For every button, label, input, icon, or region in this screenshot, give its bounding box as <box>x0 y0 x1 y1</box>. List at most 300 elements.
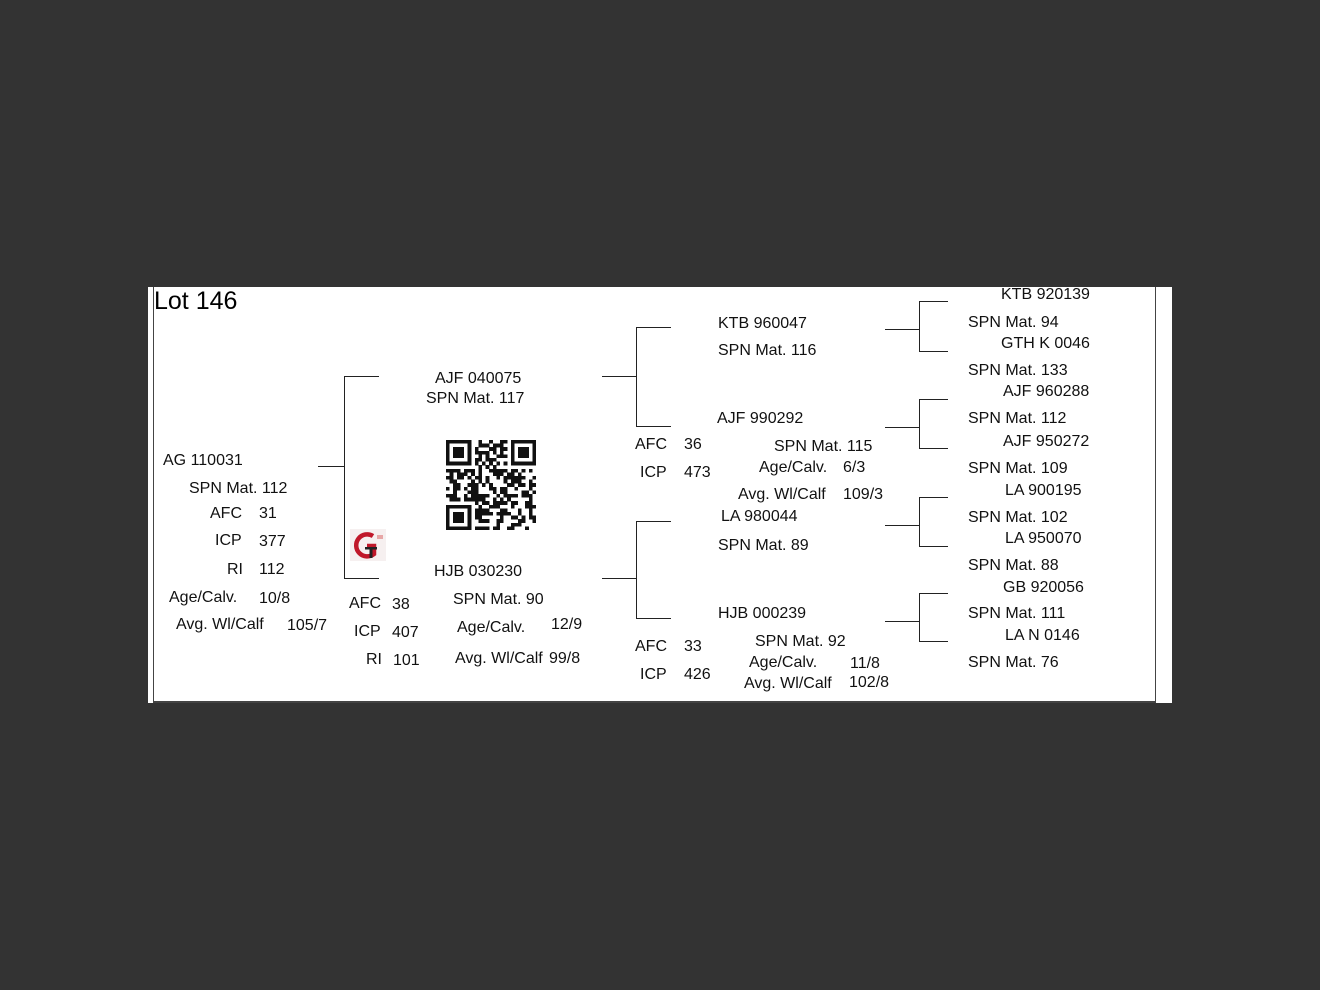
qr-module <box>489 469 493 473</box>
qr-module <box>453 498 457 502</box>
qr-module <box>496 519 500 523</box>
animal-wt: 105/7 <box>287 617 328 634</box>
dam-dam-wt: 102/8 <box>849 674 890 691</box>
bracket-gg2-top <box>919 399 948 400</box>
qr-module <box>504 440 508 444</box>
qr-module <box>475 487 479 491</box>
qr-module <box>507 512 511 516</box>
sire-dam-id: AJF 990292 <box>717 410 804 427</box>
qr-module <box>468 505 472 509</box>
qr-module <box>460 454 464 458</box>
qr-module <box>478 494 482 498</box>
qr-module <box>464 505 468 509</box>
qr-module <box>507 526 511 530</box>
qr-module <box>457 454 461 458</box>
qr-module <box>475 508 479 512</box>
qr-module <box>518 523 522 527</box>
sire-dam-wt-label: Avg. Wl/Calf <box>738 486 826 503</box>
qr-module <box>446 462 450 466</box>
animal-id: AG 110031 <box>163 452 243 469</box>
qr-module <box>504 501 508 505</box>
qr-module <box>486 519 490 523</box>
qr-module <box>500 469 504 473</box>
qr-module <box>514 476 518 480</box>
qr-module <box>511 472 515 476</box>
qr-module <box>464 526 468 530</box>
qr-module <box>482 462 486 466</box>
qr-module <box>493 451 497 455</box>
qr-module <box>522 494 526 498</box>
qr-module <box>460 462 464 466</box>
qr-module <box>525 447 529 451</box>
animal-ri: 112 <box>259 561 285 578</box>
dam-dam-wt-label: Avg. Wl/Calf <box>744 675 832 692</box>
qr-module <box>496 476 500 480</box>
qr-module <box>514 523 518 527</box>
gg-1-spn: SPN Mat. 94 <box>968 314 1059 331</box>
gg-1-id: KTB 920139 <box>1001 287 1090 303</box>
qr-module <box>489 440 493 444</box>
qr-module <box>482 444 486 448</box>
qr-module <box>489 447 493 451</box>
qr-module <box>532 447 536 451</box>
qr-module <box>522 519 526 523</box>
qr-module <box>486 494 490 498</box>
qr-module <box>478 444 482 448</box>
qr-module <box>525 440 529 444</box>
qr-module <box>446 516 450 520</box>
qr-module <box>514 440 518 444</box>
qr-module <box>529 516 533 520</box>
gg-8-id: LA N 0146 <box>1005 627 1080 644</box>
qr-module <box>496 469 500 473</box>
qr-module <box>529 494 533 498</box>
qr-module <box>493 501 497 505</box>
qr-module <box>450 472 454 476</box>
qr-module <box>478 472 482 476</box>
qr-module <box>532 505 536 509</box>
breeder-logo-icon <box>350 529 386 561</box>
qr-module <box>529 501 533 505</box>
qr-module <box>450 469 454 473</box>
bracket-gg4-vertical <box>919 593 920 642</box>
qr-module <box>507 498 511 502</box>
qr-module <box>450 498 454 502</box>
dam-afc: 38 <box>392 596 410 613</box>
qr-module <box>504 469 508 473</box>
qr-code-icon <box>446 440 536 530</box>
qr-module <box>446 458 450 462</box>
qr-module <box>493 472 497 476</box>
bracket-gg4-top <box>919 593 948 594</box>
qr-module <box>464 498 468 502</box>
qr-module <box>532 519 536 523</box>
qr-module <box>475 447 479 451</box>
qr-module <box>486 480 490 484</box>
qr-module <box>500 487 504 491</box>
qr-module <box>486 451 490 455</box>
qr-module <box>450 494 454 498</box>
qr-module <box>504 454 508 458</box>
qr-module <box>457 472 461 476</box>
dam-ri-label: RI <box>366 651 382 668</box>
qr-module <box>493 505 497 509</box>
qr-module <box>532 490 536 494</box>
qr-module <box>514 480 518 484</box>
gg-2-id: GTH K 0046 <box>1001 335 1090 352</box>
qr-module <box>482 512 486 516</box>
qr-module <box>453 451 457 455</box>
sire-dam-icp-label: ICP <box>640 464 667 481</box>
qr-module <box>532 476 536 480</box>
qr-module <box>446 444 450 448</box>
qr-module <box>529 487 533 491</box>
qr-module <box>453 519 457 523</box>
qr-module <box>457 462 461 466</box>
qr-module <box>460 512 464 516</box>
qr-module <box>507 483 511 487</box>
animal-wt-label: Avg. Wl/Calf <box>176 616 264 633</box>
qr-module <box>468 519 472 523</box>
qr-module <box>453 505 457 509</box>
dam-id: HJB 030230 <box>434 563 523 580</box>
bracket-dam-stem <box>602 578 637 579</box>
qr-module <box>511 444 515 448</box>
qr-module <box>471 483 475 487</box>
qr-module <box>482 494 486 498</box>
qr-module <box>511 476 515 480</box>
qr-module <box>525 490 529 494</box>
dam-dam-icp: 426 <box>684 666 711 683</box>
qr-module <box>514 469 518 473</box>
qr-module <box>529 505 533 509</box>
qr-module <box>504 494 508 498</box>
qr-module <box>482 451 486 455</box>
sire-dam-spn: SPN Mat. 115 <box>774 438 873 455</box>
qr-module <box>478 526 482 530</box>
animal-icp: 377 <box>259 533 286 550</box>
gg-2-spn: SPN Mat. 133 <box>968 362 1068 379</box>
sire-sire-id: KTB 960047 <box>718 315 807 332</box>
qr-module <box>504 512 508 516</box>
gg-4-spn: SPN Mat. 109 <box>968 460 1068 477</box>
qr-module <box>482 483 486 487</box>
qr-module <box>446 526 450 530</box>
qr-module <box>518 476 522 480</box>
qr-module <box>529 462 533 466</box>
qr-module <box>525 501 529 505</box>
qr-module <box>478 508 482 512</box>
gg-5-id: LA 900195 <box>1005 482 1082 499</box>
qr-module <box>468 512 472 516</box>
qr-module <box>446 447 450 451</box>
qr-module <box>489 487 493 491</box>
gg-3-id: AJF 960288 <box>1003 383 1090 400</box>
qr-module <box>500 516 504 520</box>
qr-module <box>471 494 475 498</box>
qr-module <box>489 512 493 516</box>
qr-module <box>471 469 475 473</box>
qr-module <box>453 480 457 484</box>
qr-module <box>475 526 479 530</box>
qr-module <box>511 451 515 455</box>
qr-module <box>504 462 508 466</box>
qr-module <box>468 440 472 444</box>
qr-module <box>525 462 529 466</box>
animal-age-label: Age/Calv. <box>169 589 238 606</box>
qr-module <box>468 454 472 458</box>
dam-sire-spn: SPN Mat. 89 <box>718 537 809 554</box>
qr-module <box>522 454 526 458</box>
bracket-gg2-bottom <box>919 448 948 449</box>
qr-module <box>493 458 497 462</box>
qr-module <box>453 440 457 444</box>
bracket-gg1-top <box>919 301 948 302</box>
qr-module <box>457 440 461 444</box>
gg-4-id: AJF 950272 <box>1003 433 1090 450</box>
qr-module <box>525 494 529 498</box>
qr-module <box>464 469 468 473</box>
sire-dam-afc: 36 <box>684 436 702 453</box>
qr-module <box>446 440 450 444</box>
dam-icp: 407 <box>392 624 419 641</box>
qr-module <box>500 498 504 502</box>
dam-dam-afc-label: AFC <box>635 638 667 655</box>
qr-module <box>493 526 497 530</box>
qr-module <box>450 526 454 530</box>
qr-module <box>468 508 472 512</box>
qr-module <box>496 505 500 509</box>
qr-module <box>500 519 504 523</box>
qr-module <box>475 498 479 502</box>
sire-dam-afc-label: AFC <box>635 436 667 453</box>
qr-module <box>511 469 515 473</box>
qr-module <box>504 487 508 491</box>
qr-module <box>457 498 461 502</box>
qr-module <box>478 465 482 469</box>
dam-dam-afc: 33 <box>684 638 702 655</box>
qr-module <box>446 454 450 458</box>
qr-module <box>468 447 472 451</box>
qr-module <box>511 454 515 458</box>
qr-module <box>500 440 504 444</box>
qr-module <box>500 451 504 455</box>
qr-module <box>457 476 461 480</box>
qr-module <box>496 494 500 498</box>
qr-module <box>514 494 518 498</box>
bracket-gg1-bottom <box>919 351 948 352</box>
qr-module <box>460 472 464 476</box>
qr-module <box>529 440 533 444</box>
qr-module <box>486 444 490 448</box>
qr-module <box>460 447 464 451</box>
qr-module <box>493 490 497 494</box>
qr-module <box>500 512 504 516</box>
lot-title: Lot 146 <box>154 287 238 315</box>
qr-module <box>457 505 461 509</box>
sire-spn: SPN Mat. 117 <box>426 390 525 407</box>
qr-module <box>518 462 522 466</box>
qr-module <box>464 462 468 466</box>
qr-module <box>453 469 457 473</box>
bracket-gg3-top <box>919 497 948 498</box>
qr-module <box>532 440 536 444</box>
qr-module <box>511 447 515 451</box>
qr-module <box>504 476 508 480</box>
qr-module <box>532 444 536 448</box>
qr-module <box>522 469 526 473</box>
dam-afc-label: AFC <box>349 595 381 612</box>
sheet-left-border <box>153 287 154 703</box>
qr-module <box>446 494 450 498</box>
qr-module <box>514 516 518 520</box>
qr-module <box>525 505 529 509</box>
qr-module <box>486 465 490 469</box>
qr-module <box>514 487 518 491</box>
qr-module <box>482 508 486 512</box>
qr-module <box>500 508 504 512</box>
bracket-gg2-vertical <box>919 399 920 449</box>
qr-module <box>529 508 533 512</box>
qr-module <box>532 516 536 520</box>
qr-module <box>457 483 461 487</box>
qr-module <box>500 472 504 476</box>
qr-module <box>446 512 450 516</box>
qr-module <box>478 512 482 516</box>
qr-module <box>489 458 493 462</box>
qr-module <box>460 526 464 530</box>
qr-module <box>511 516 515 520</box>
sheet-right-border <box>1155 287 1156 703</box>
animal-icp-label: ICP <box>215 532 242 549</box>
animal-age: 10/8 <box>259 590 291 607</box>
qr-module <box>460 516 464 520</box>
qr-module <box>532 483 536 487</box>
qr-module <box>468 498 472 502</box>
qr-module <box>478 519 482 523</box>
qr-module <box>464 440 468 444</box>
qr-module <box>482 526 486 530</box>
qr-module <box>507 472 511 476</box>
dam-dam-icp-label: ICP <box>640 666 667 683</box>
qr-module <box>464 487 468 491</box>
qr-module <box>522 440 526 444</box>
qr-module <box>478 454 482 458</box>
bracket-gg3-vertical <box>919 497 920 547</box>
animal-afc: 31 <box>259 505 277 522</box>
qr-module <box>457 447 461 451</box>
qr-module <box>496 462 500 466</box>
qr-module <box>532 462 536 466</box>
qr-module <box>468 516 472 520</box>
qr-module <box>522 462 526 466</box>
qr-module <box>468 526 472 530</box>
dam-age: 12/9 <box>551 616 583 633</box>
bracket-dam-arm <box>344 578 379 579</box>
qr-module <box>471 490 475 494</box>
qr-module <box>522 451 526 455</box>
qr-module <box>446 523 450 527</box>
sire-dam-icp: 473 <box>684 464 711 481</box>
qr-module <box>446 476 450 480</box>
qr-module <box>500 490 504 494</box>
pedigree-sheet <box>148 287 1172 703</box>
qr-module <box>457 451 461 455</box>
qr-module <box>489 505 493 509</box>
qr-module <box>511 462 515 466</box>
qr-module <box>475 483 479 487</box>
qr-module <box>453 487 457 491</box>
qr-module <box>446 508 450 512</box>
qr-module <box>453 483 457 487</box>
qr-module <box>482 498 486 502</box>
qr-module <box>529 469 533 473</box>
sire-dam-age: 6/3 <box>843 459 866 476</box>
qr-module <box>496 444 500 448</box>
qr-module <box>468 451 472 455</box>
qr-module <box>522 516 526 520</box>
bracket-sire-stem <box>602 376 637 377</box>
qr-module <box>478 458 482 462</box>
bracket-gg2-stem <box>885 427 920 428</box>
qr-module <box>511 494 515 498</box>
qr-module <box>489 483 493 487</box>
qr-module <box>493 487 497 491</box>
qr-module <box>522 447 526 451</box>
qr-module <box>511 523 515 527</box>
qr-module <box>475 494 479 498</box>
qr-module <box>450 476 454 480</box>
gg-6-id: LA 950070 <box>1005 530 1082 547</box>
qr-module <box>478 516 482 520</box>
qr-module <box>446 519 450 523</box>
bracket-gg3-bottom <box>919 546 948 547</box>
qr-module <box>453 494 457 498</box>
qr-module <box>457 516 461 520</box>
qr-module <box>478 476 482 480</box>
bracket-gg4-stem <box>885 621 920 622</box>
qr-module <box>486 508 490 512</box>
qr-module <box>468 483 472 487</box>
qr-module <box>496 501 500 505</box>
dam-dam-age-label: Age/Calv. <box>749 654 818 671</box>
qr-module <box>446 469 450 473</box>
qr-module <box>511 501 515 505</box>
qr-module <box>478 498 482 502</box>
qr-module <box>522 476 526 480</box>
qr-module <box>482 501 486 505</box>
qr-module <box>511 505 515 509</box>
qr-module <box>529 512 533 516</box>
qr-module <box>532 451 536 455</box>
animal-afc-label: AFC <box>210 505 242 522</box>
qr-module <box>471 472 475 476</box>
qr-module <box>496 472 500 476</box>
qr-module <box>511 440 515 444</box>
qr-module <box>489 462 493 466</box>
qr-module <box>453 516 457 520</box>
qr-module <box>460 519 464 523</box>
qr-module <box>529 483 533 487</box>
qr-module <box>468 462 472 466</box>
qr-module <box>457 519 461 523</box>
qr-module <box>486 526 490 530</box>
dam-sire-id: LA 980044 <box>721 508 798 525</box>
dam-wt-label: Avg. Wl/Calf <box>455 650 543 667</box>
qr-module <box>478 440 482 444</box>
qr-module <box>518 512 522 516</box>
bracket-sire-arm <box>344 376 379 377</box>
